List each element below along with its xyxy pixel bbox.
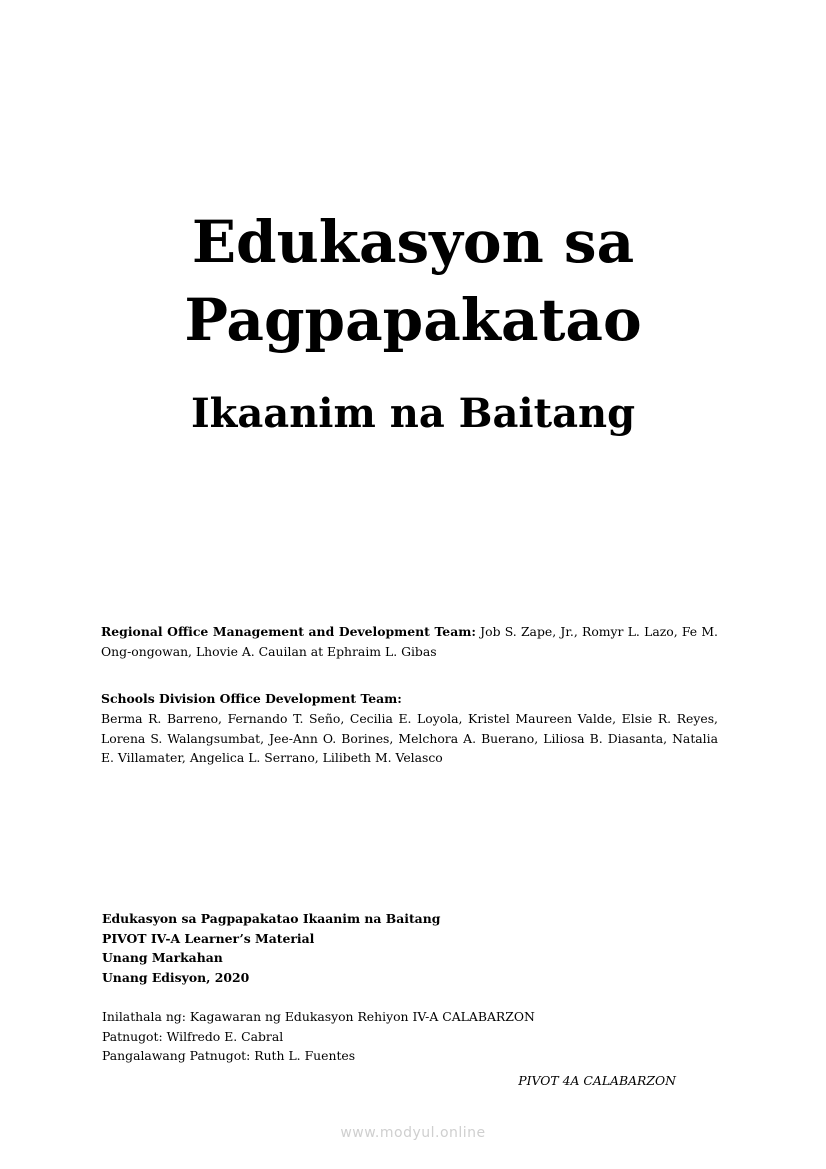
- publisher-details: [102, 1007, 702, 1066]
- schools-team-names: Berma R. Barreno, Fernando T. Seño, Cecilia E. Loyola, Kristel Maureen Valde, Elsie R. Reyes, Lorena S. Walangsumbat, Jee-Ann O. Borines, Melchora A. Buerano, Liliosa B. Diasanta, Natalia E. Villamater, Angelica L. Serrano, Lilibeth M. Velasco: [101, 711, 718, 765]
- regional-team-names: Job S. Zape, Jr., Romyr L. Lazo, Fe M. Ong-ongowan, Lhovie A. Cauilan at Ephraim L. Gibas: [101, 624, 718, 659]
- subtitle-grade-level: Ikaanim na Baitang: [190, 390, 636, 437]
- title-line-2: Pagpapakatao: [184, 286, 642, 354]
- material-type: PIVOT IV-A Learner’s Material: [102, 930, 315, 946]
- regional-team-label: Regional Office Management and Development Team:: [101, 624, 476, 639]
- material-edition: Unang Edisyon, 2020: [102, 969, 250, 985]
- schools-team-label: Schools Division Office Development Team:: [101, 691, 402, 706]
- watermark-url: www.modyul.online: [340, 1125, 486, 1141]
- title-line-1: Edukasyon sa: [191, 208, 635, 276]
- assistant-editor: Pangalawang Patnugot: Ruth L. Fuentes: [102, 1048, 356, 1063]
- material-details: [102, 909, 702, 987]
- material-title: Edukasyon sa Pagpapakatao Ikaanim na Baitang: [102, 911, 441, 926]
- page-footer-label: PIVOT 4A CALABARZON: [518, 1073, 676, 1088]
- material-quarter: Unang Markahan: [102, 950, 223, 965]
- published-by: Inilathala ng: Kagawaran ng Edukasyon Rehiyon IV-A CALABARZON: [102, 1009, 535, 1024]
- regional-team-credits: [101, 622, 718, 661]
- editor: Patnugot: Wilfredo E. Cabral: [102, 1028, 284, 1044]
